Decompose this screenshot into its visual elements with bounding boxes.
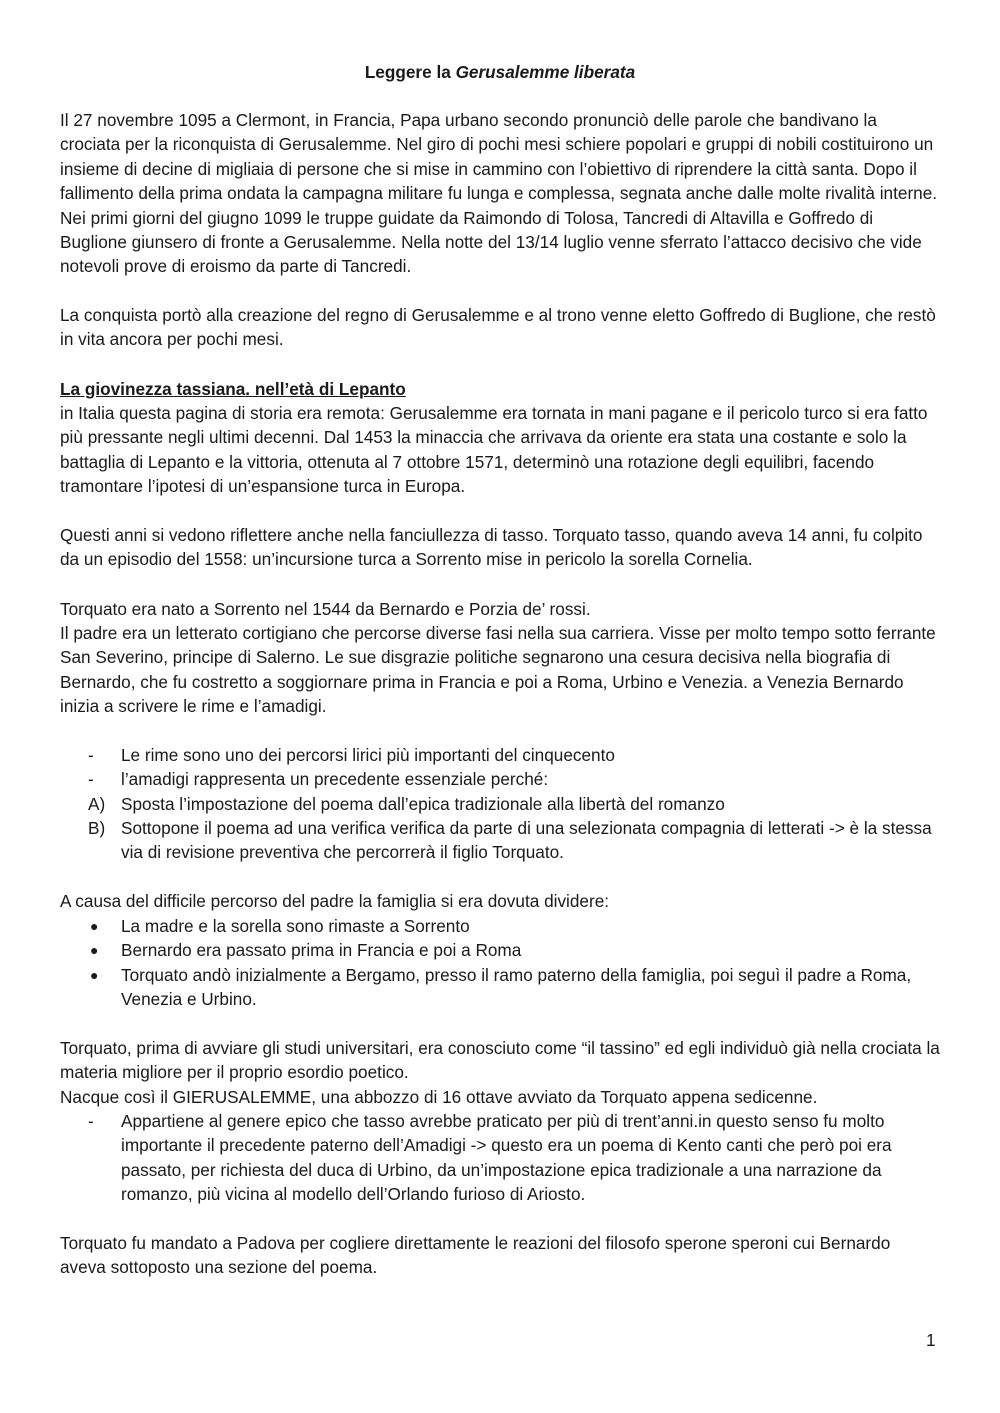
list-marker: B) xyxy=(88,818,106,838)
list-item-text: Sposta l’impostazione del poema dall’epica tradizionale alla libertà del romanzo xyxy=(121,794,725,814)
list-marker: - xyxy=(88,769,94,789)
list-item-text: Bernardo era passato prima in Francia e poi a Roma xyxy=(121,940,522,960)
list-item xyxy=(60,914,940,938)
list-item-text: Le rime sono uno dei percorsi lirici più importanti del cinquecento xyxy=(121,745,615,765)
paragraph-padova: Torquato fu mandato a Padova per cogliere direttamente le reazioni del filosofo sperone speroni cui Bernardo aveva sottoposto una sezione del poema. xyxy=(60,1233,891,1278)
paragraph-tassino: Torquato, prima di avviare gli studi universitari, era conosciuto come “il tassino” ed egli individuò già nella crociata la materia migliore per il proprio esordio poetico. xyxy=(60,1038,940,1083)
paragraph-lepanto: in Italia questa pagina di storia era remota: Gerusalemme era tornata in mani pagane e il pericolo turco si era fatto più pressante negli ultimi decenni. Dal 1453 la minaccia che arrivava da oriente era stata una costante e solo la battaglia di Lepanto e la vittoria, ottenuta al 7 ottobre 1571, determinò una rotazione degli equilibri, facendo tramontare l’ipotesi di un’espansione turca in Europa. xyxy=(60,403,928,497)
title-italic: Gerusalemme liberata xyxy=(455,62,636,82)
list-marker: - xyxy=(88,745,94,765)
document-title xyxy=(60,60,940,84)
list-item xyxy=(60,816,940,865)
section-heading: La giovinezza tassiana. nell’età di Lepanto xyxy=(60,379,406,399)
paragraph-birth: Torquato era nato a Sorrento nel 1544 da Bernardo e Porzia de’ rossi. xyxy=(60,599,591,619)
paragraph-conquest: La conquista portò alla creazione del regno di Gerusalemme e al trono venne eletto Goffredo di Buglione, che restò in vita ancora per pochi mesi. xyxy=(60,305,936,350)
list-item xyxy=(60,1109,940,1207)
list-item xyxy=(60,938,940,962)
paragraph-gierusalemme: Nacque così il GIERUSALEMME, una abbozzo di 16 ottave avviato da Torquato appena sedicenne. xyxy=(60,1087,818,1107)
list-item-text: La madre e la sorella sono rimaste a Sorrento xyxy=(121,916,470,936)
list-item xyxy=(60,792,940,816)
list-item-text: l’amadigi rappresenta un precedente essenziale perché: xyxy=(121,769,549,789)
paragraph-crusade: Il 27 novembre 1095 a Clermont, in Francia, Papa urbano secondo pronunciò delle parole che bandivano la crociata per la riconquista di Gerusalemme. Nel giro di pochi mesi schiere popolari e gruppi di nobili costituirono un insieme di decine di migliaia di persone che si mise in cammino con l’obiettivo di riprendere la città santa. Dopo il fallimento della prima ondata la campagna militare fu lunga e complessa, segnata anche dalle molte rivalità interne. Nei primi giorni del giugno 1099 le truppe guidate da Raimondo di Tolosa, Tancredi di Altavilla e Goffredo di Buglione giunsero di fronte a Gerusalemme. Nella notte del 13/14 luglio venne sferrato l’attacco decisivo che vide notevoli prove di eroismo da parte di Tancredi. xyxy=(60,110,938,277)
paragraph-family: A causa del difficile percorso del padre la famiglia si era dovuta dividere: xyxy=(60,891,610,911)
list-marker: A) xyxy=(88,794,106,814)
list-item xyxy=(60,767,940,791)
list-item-text: Torquato andò inizialmente a Bergamo, presso il ramo paterno della famiglia, poi seguì il padre a Roma, Venezia e Urbino. xyxy=(121,965,912,1010)
paragraph-father: Il padre era un letterato cortigiano che percorse diverse fasi nella sua carriera. Visse per molto tempo sotto ferrante San Severino, principe di Salerno. Le sue disgrazie politiche segnarono una cesura decisiva nella biografia di Bernardo, che fu costretto a soggiornare prima in Francia e poi a Roma, Urbino e Venezia. a Venezia Bernardo inizia a scrivere le rime e l’amadigi. xyxy=(60,623,936,717)
list-marker: - xyxy=(88,1111,94,1131)
list-item xyxy=(60,743,940,767)
list-item-text: Sottopone il poema ad una verifica verifica da parte di una selezionata compagnia di letterati -> è la stessa via di revisione preventiva che percorrerà il figlio Torquato. xyxy=(121,818,932,863)
title-prefix: Leggere la xyxy=(364,62,456,82)
paragraph-childhood: Questi anni si vedono riflettere anche nella fanciullezza di tasso. Torquato tasso, quando aveva 14 anni, fu colpito da un episodio del 1558: un’incursione turca a Sorrento mise in pericolo la sorella Cornelia. xyxy=(60,525,923,570)
bullet-icon: ● xyxy=(90,967,99,983)
list-item-text: Appartiene al genere epico che tasso avrebbe praticato per più di trent’anni.in questo senso fu molto importante il precedente paterno dell’Amadigi -> questo era un poema di Kento canti che però poi era passato, per richiesta del duca di Urbino, da un’impostazione epica tradizionale a una narrazione da romanzo, più vicina al modello dell’Orlando furioso di Ariosto. xyxy=(121,1111,892,1205)
list-item xyxy=(60,963,940,1012)
bullet-icon: ● xyxy=(90,942,99,958)
bullet-icon: ● xyxy=(90,918,99,934)
page-number: 1 xyxy=(926,1330,936,1350)
